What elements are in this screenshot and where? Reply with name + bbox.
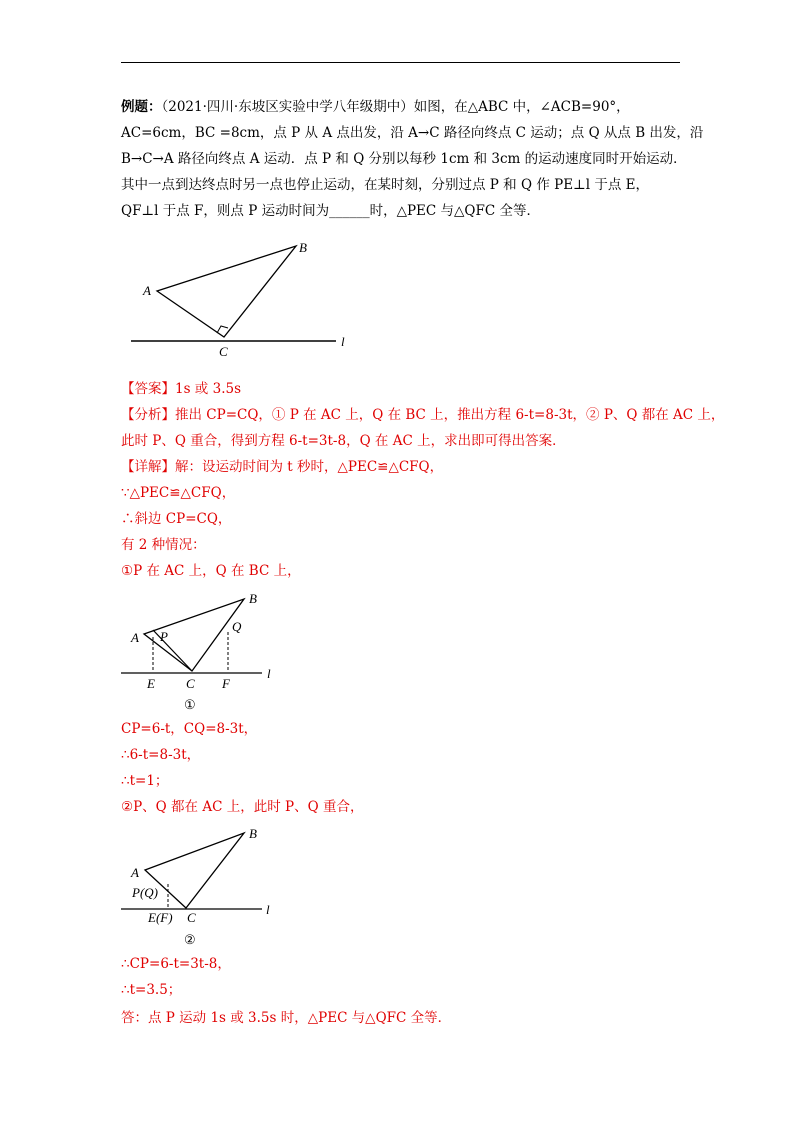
fig3-label-pq: P(Q) [132, 885, 158, 900]
case-1-line-3: ∴t=1； [121, 773, 169, 789]
fig2-label-a: A [131, 630, 139, 645]
case-2-line-1: ∴CP=6-t=3t-8， [121, 956, 231, 972]
fig3-label-a: A [131, 865, 139, 880]
fig1-label-c: C [219, 344, 228, 359]
fig2-label-q: Q [232, 619, 242, 634]
fig1-label-a: A [143, 283, 151, 298]
case-2-heading: ②P、Q 都在 AC 上，此时 P、Q 重合， [121, 799, 364, 815]
question-line-2: AC=6cm，BC =8cm，点 P 从 A 点出发，沿 A→C 路径向终点 C 运动；点 Q 从点 B 出发，沿 [121, 125, 704, 141]
detail-line-1: 【详解】解：设运动时间为 t 秒时，△PEC≌△CFQ， [121, 459, 444, 475]
case-1-line-2: ∴6-t=8-3t， [121, 747, 201, 763]
analysis-line-2: 此时 P、Q 重合，得到方程 6-t=3t-8，Q 在 AC 上，求出即可得出答案． [121, 433, 566, 449]
fig3-label-ef: E(F) [148, 910, 173, 925]
question-line-4: 其中一点到达终点时另一点也停止运动，在某时刻，分别过点 P 和 Q 作 PE⊥l 于点 E， [121, 177, 649, 193]
fig2-label-f: F [222, 676, 230, 691]
fig2-label-c: C [186, 676, 195, 691]
analysis-line-1: 【分析】推出 CP=CQ，① P 在 AC 上，Q 在 BC 上，推出方程 6-t=8-3t，② P、Q 都在 AC 上， [121, 407, 725, 423]
fig2-caption: ① [184, 697, 196, 712]
fig3-caption: ② [184, 932, 196, 947]
question-line-1: 例题：（2021·四川·东坡区实验中学八年级期中）如图，在△ABC 中，∠ACB=90°， [121, 99, 630, 115]
case-1-line-1: CP=6-t，CQ=8-3t， [121, 721, 258, 737]
answer-result: 【答案】1s 或 3.5s [121, 381, 241, 397]
fig2-label-b: B [249, 591, 257, 606]
question-label: 例题： [121, 99, 162, 115]
detail-line-4: 有 2 种情况： [121, 537, 206, 553]
case-2-line-2: ∴t=3.5； [121, 982, 182, 998]
detail-line-2: ∵△PEC≌△CFQ， [121, 485, 236, 501]
case-1-heading: ①P 在 AC 上，Q 在 BC 上， [121, 563, 301, 579]
question-line-5: QF⊥l 于点 F，则点 P 运动时间为______时，△PEC 与△QFC 全等． [121, 203, 540, 219]
detail-line-3: ∴斜边 CP=CQ， [121, 511, 232, 527]
fig2-label-e: E [147, 676, 155, 691]
fig1-label-b: B [299, 240, 307, 255]
fig2-label-p: P [160, 629, 168, 644]
fig3-label-l: l [266, 902, 270, 917]
fig2-label-l: l [267, 666, 271, 681]
final-answer: 答：点 P 运动 1s 或 3.5s 时，△PEC 与△QFC 全等． [121, 1010, 452, 1026]
fig3-label-c: C [187, 910, 196, 925]
fig3-label-b: B [249, 826, 257, 841]
fig1-label-l: l [341, 334, 345, 349]
question-line-3: B→C→A 路径向终点 A 运动．点 P 和 Q 分别以每秒 1cm 和 3cm 的运动速度同时开始运动． [121, 151, 687, 167]
